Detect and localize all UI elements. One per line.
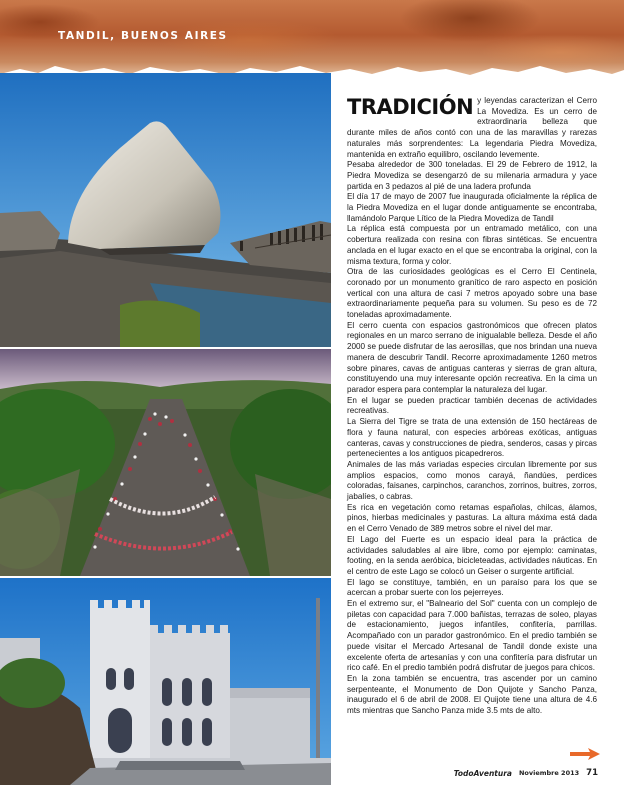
- photo-piedra-movediza: [0, 73, 331, 347]
- magazine-name: TodoAventura: [453, 768, 512, 778]
- section-title: TANDIL, BUENOS AIRES: [58, 30, 228, 42]
- article-paragraph: Otra de las curiosidades geológicas es el Cerro El Centinela, coronado por un monumento granítico de raro aspecto en posición vertical con una altura de casi 7 metros apoyado sobre una base extraordinariamente pequeña para su volumen. Su peso es de 72 toneladas aproximadamente.: [347, 267, 597, 320]
- page-number: 71: [586, 768, 598, 778]
- article-paragraph: La Sierra del Tigre se trata de una extensión de 150 hectáreas de flora y fauna natural, con especies arbóreas exóticas, antiguas canteras, cavas y construcciones de piedra, senderos, casas y pircas pertenecientes a los antiguos picapedreros.: [347, 417, 597, 459]
- article-paragraph: El día 17 de mayo de 2007 fue inaugurada oficialmente la réplica de la Piedra Movediza en el lugar donde antiguamente se encontraba, llamándolo Parque Lítico de la Piedra Movediza de Tandil: [347, 192, 597, 223]
- article-paragraph: En el lugar se pueden practicar también decenas de actividades recreativas.: [347, 395, 597, 416]
- page-footer: [454, 766, 598, 780]
- photo-crowd-procession: [0, 349, 331, 576]
- dropcap-heading: TRADICIÓN: [347, 95, 474, 119]
- article-paragraph: El cerro cuenta con espacios gastronómicos que ofrecen platos regionales en un marco serrano de inigualable belleza. Desde el año 2000 se puede disfrutar de las aerosillas, que nos brindan una nueva manera de descubrir Tandil. Recorre aproximadamente 1260 metros sobre pinares, cavas de antiguas canteras y sierras de gran altura, constituyendo una muy interesante opción recreativa. En la cima un parador espera para contemplar la naturaleza del lugar.: [347, 320, 597, 394]
- article-paragraph: Es rica en vegetación como retamas españolas, chilcas, álamos, pinos, hierbas medicinales y pasturas. La altura máxima está dada en el Cerro Venado de 389 metros sobre el nivel del mar.: [347, 502, 597, 534]
- photo-castle: [0, 578, 331, 785]
- article-body: [347, 96, 597, 717]
- article-paragraph: En el extremo sur, el "Balneario del Sol" cuenta con un complejo de piletas con capacidad para 7.000 bañistas, terrazas de soleo, playas de estacionamiento, juegos infantiles, confitería, parrillas. Acompañado con un parador gastronómico. En el predio también se puede visitar el Mercado Artesanal de Tandil donde existe una excelente oferta de artesanías y con una confitería para disfrutar un rico café. En el predio también podrá disfrutar de juegos para chicos.: [347, 599, 597, 673]
- article-paragraph-lead: [347, 96, 597, 160]
- article-paragraph: La réplica está compuesta por un entramado metálico, con una cobertura realizada con resina con fibras sintéticas. Se encuentra anclada en el lugar exacto en el que se encontraba la original, con la misma textura, forma y color.: [347, 224, 597, 266]
- issue-date: Noviembre 2013: [518, 769, 580, 777]
- article-paragraph: El lago se constituye, también, en un paraíso para los que se acercan a probar suerte con los pejerreyes.: [347, 577, 597, 598]
- article-paragraph: En la zona también se encuentra, tras ascender por un camino serpenteante, el Monumento de Don Quijote y Sancho Panza, inaugurado el 6 de abril de 2008. El Quijote tiene una altura de 4.6 mts mientras que Sancho Panza mide 3.5 mts de alto.: [347, 673, 597, 716]
- continue-arrow-icon: [570, 748, 600, 760]
- article-paragraph: Animales de las más variadas especies circulan libremente por sus amplios espacios, como monos carayá, ñandúes, perdices coloradas, faisanes, carpinchos, caranchos, zorrinos, buitres, zorros, jabalíes, o cabras.: [347, 459, 597, 502]
- lead-text: y leyendas caracterizan el Cerro La Movediza. Es un cerro de extraordinaria belleza que durante miles de años contó con una de las maravillas y rarezas naturales más sorprendentes: La legendaria Piedra Movediza, mantenida en extraño equilibro, oscilando levemente.: [347, 96, 597, 159]
- article-paragraph: El Lago del Fuerte es un espacio ideal para la práctica de actividades saludables al aire libre, como por ejemplo: caminatas, footing, en la senda aeróbica, bicicleteadas, actividades náuticas. En el centro de este Lago se colocó un Geiser o surgente artificial.: [347, 534, 597, 576]
- page-header-banner: [0, 0, 624, 78]
- article-paragraph: Pesaba alrededor de 300 toneladas. El 29 de Febrero de 1912, la Piedra Movediza se desengarzó de su milenaria armadura y yace partida en 3 pedazos al pié de una ladera profunda: [347, 160, 597, 191]
